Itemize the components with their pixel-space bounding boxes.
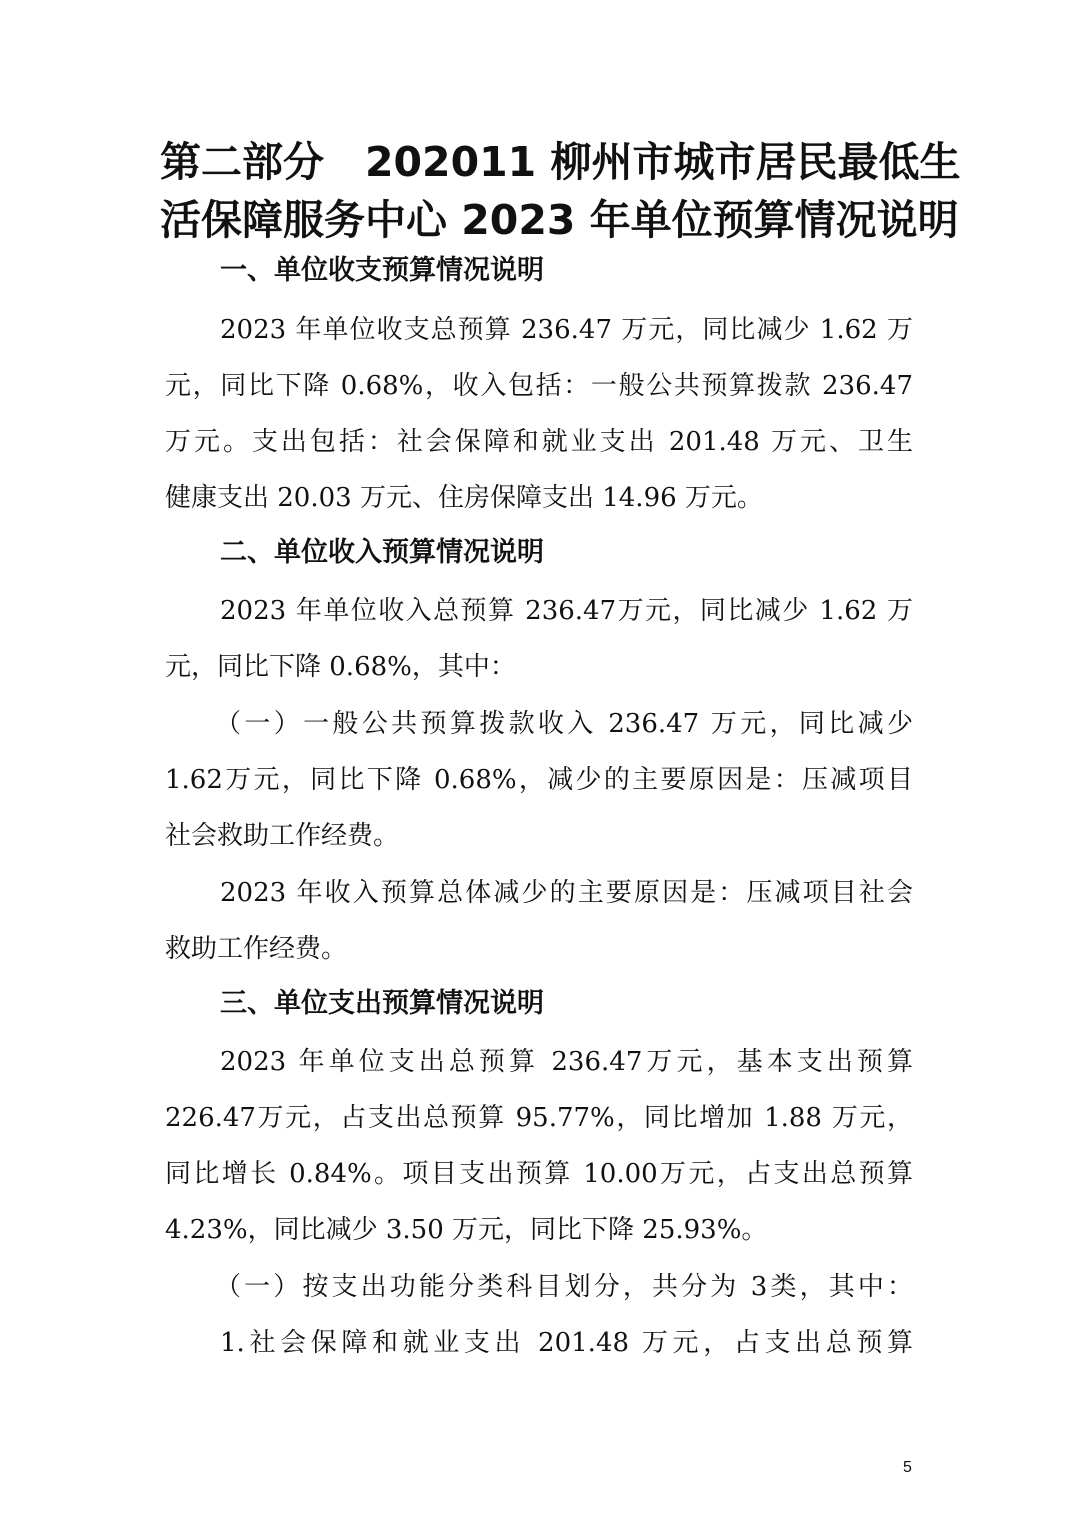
section-heading-3: 三、单位支出预算情况说明 (220, 988, 544, 1019)
paragraph-line: 元，同比下降 0.68%，收入包括：一般公共预算拨款 236.47 (165, 371, 913, 401)
title-line-2: 活保障服务中心 2023 年单位预算情况说明 (160, 196, 959, 244)
paragraph-line: 元，同比下降 0.68%，其中： (165, 652, 516, 682)
paragraph-line: 社会救助工作经费。 (165, 821, 400, 851)
paragraph-line: （一）一般公共预算拨款收入 236.47 万元，同比减少 (215, 709, 913, 739)
section-heading-2: 二、单位收入预算情况说明 (220, 537, 544, 568)
paragraph-line: 2023 年单位收支总预算 236.47 万元，同比减少 1.62 万 (220, 315, 913, 345)
paragraph-line: 万元。支出包括：社会保障和就业支出 201.48 万元、卫生 (165, 427, 913, 457)
page-title (160, 133, 961, 249)
paragraph-line: 2023 年收入预算总体减少的主要原因是：压减项目社会 (220, 878, 913, 908)
section-heading-1: 一、单位收支预算情况说明 (220, 255, 544, 286)
paragraph-line: （一）按支出功能分类科目划分，共分为 3类，其中： (215, 1272, 913, 1302)
title-line-1: 第二部分 202011 柳州市城市居民最低生 (160, 138, 961, 186)
page-number: 5 (903, 1459, 912, 1476)
paragraph-line: 救助工作经费。 (165, 934, 348, 964)
paragraph-line: 同比增长 0.84%。项目支出预算 10.00万元，占支出总预算 (165, 1159, 913, 1189)
paragraph-line: 1.62万元，同比下降 0.68%，减少的主要原因是：压减项目 (165, 765, 913, 795)
paragraph-line: 226.47万元，占支出总预算 95.77%，同比增加 1.88 万元， (165, 1103, 913, 1133)
paragraph-line: 2023 年单位收入总预算 236.47万元，同比减少 1.62 万 (220, 596, 913, 626)
paragraph-line: 4.23%，同比减少 3.50 万元，同比下降 25.93%。 (165, 1215, 768, 1245)
paragraph-line: 1.社会保障和就业支出 201.48 万元，占支出总预算 (220, 1328, 913, 1358)
paragraph-line: 健康支出 20.03 万元、住房保障支出 14.96 万元。 (165, 483, 763, 513)
paragraph-line: 2023 年单位支出总预算 236.47万元，基本支出预算 (220, 1047, 913, 1077)
